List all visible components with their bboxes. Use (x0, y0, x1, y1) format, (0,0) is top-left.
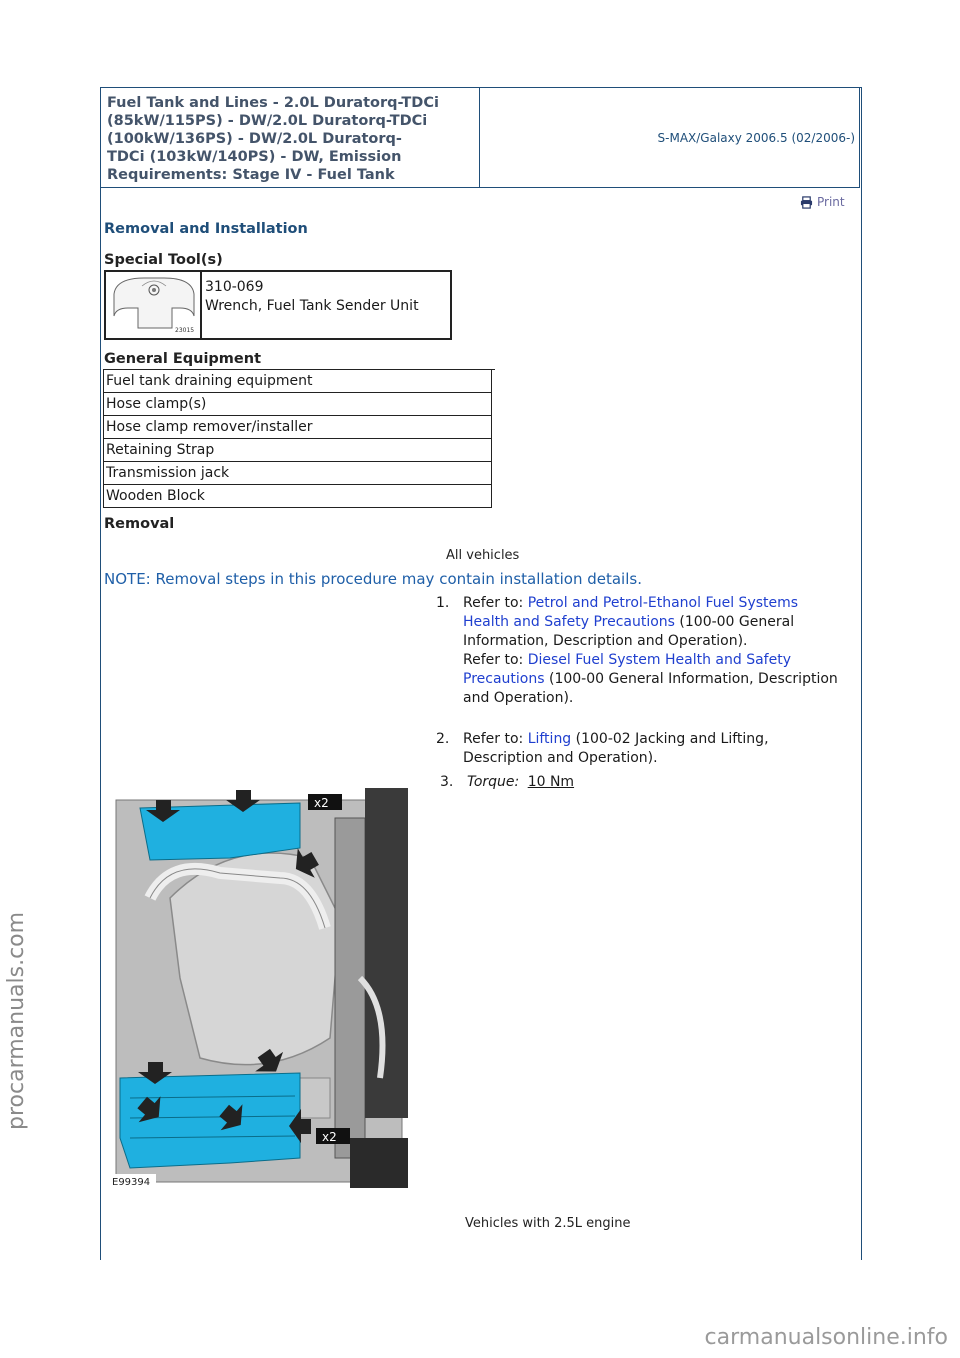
quantity-mark: x2 (322, 1130, 337, 1144)
wrench-illustration (106, 272, 200, 338)
table-row (104, 439, 492, 462)
title-line: Requirements: Stage IV - Fuel Tank (107, 167, 395, 183)
refer-detail: (100-00 General Information, Description and Operation). (463, 614, 795, 649)
equipment-table (103, 369, 492, 508)
step-number: 2. (436, 731, 450, 747)
equipment-item: Fuel tank draining equipment (104, 370, 492, 393)
refer-detail: (100-00 General Information, Description and Operation). (463, 671, 838, 706)
figure-id: E99394 (112, 1177, 151, 1188)
tool-details (202, 272, 419, 338)
refer-label: Refer to: (463, 595, 528, 611)
link-diesel-safety[interactable]: Diesel Fuel System Health and Safety Precautions (463, 652, 791, 687)
removal-heading: Removal (104, 516, 175, 532)
refer-detail: (100-02 Jacking and Lifting, Description and Operation). (463, 731, 769, 766)
next-subheading: Vehicles with 2.5L engine (465, 1216, 631, 1231)
step-number: 1. (436, 595, 450, 611)
step-body (463, 594, 846, 708)
bottom-watermark: carmanualsonline.info (704, 1325, 948, 1350)
refer-label: Refer to: (463, 731, 528, 747)
table-row (104, 370, 492, 393)
step-body (467, 773, 574, 792)
title-line: TDCi (103kW/140PS) - DW, Emission (107, 149, 402, 165)
title-line: Fuel Tank and Lines - 2.0L Duratorq-TDCi (107, 95, 439, 111)
step-3 (440, 773, 850, 792)
underbody-figure (110, 778, 408, 1190)
general-equipment-heading: General Equipment (104, 351, 262, 367)
torque-label: Torque: (467, 774, 520, 790)
tool-image-caption: 23015 (175, 327, 195, 334)
equipment-item: Retaining Strap (104, 439, 492, 462)
equipment-item: Wooden Block (104, 485, 492, 508)
model-label: S-MAX/Galaxy 2006.5 (02/2006-) (657, 130, 855, 145)
tool-name: Wrench, Fuel Tank Sender Unit (205, 298, 419, 314)
equipment-item: Hose clamp(s) (104, 393, 492, 416)
document-header (100, 87, 860, 188)
equipment-item: Hose clamp remover/installer (104, 416, 492, 439)
table-row (104, 485, 492, 508)
quantity-mark: x2 (314, 796, 329, 810)
step-1 (436, 594, 846, 708)
title-line: (100kW/136PS) - DW/2.0L Duratorq- (107, 131, 402, 147)
special-tools-heading: Special Tool(s) (104, 252, 223, 268)
document-title (101, 88, 480, 187)
table-row (104, 393, 492, 416)
step-body (463, 730, 846, 768)
tool-image (106, 272, 202, 338)
removal-subheading: All vehicles (446, 548, 520, 563)
tool-number: 310-069 (205, 279, 264, 295)
section-title: Removal and Installation (104, 221, 308, 237)
step-number: 3. (440, 774, 454, 790)
special-tool-box (104, 270, 452, 340)
torque-value: 10 Nm (527, 774, 575, 790)
title-line: (85kW/115PS) - DW/2.0L Duratorq-TDCi (107, 113, 428, 129)
table-row (104, 462, 492, 485)
equipment-item: Transmission jack (104, 462, 492, 485)
removal-note: NOTE: Removal steps in this procedure may contain installation details. (104, 570, 642, 588)
step-2 (436, 730, 846, 768)
link-petrol-safety[interactable]: Petrol and Petrol-Ethanol Fuel Systems Health and Safety Precautions (463, 595, 799, 630)
refer-label: Refer to: (463, 652, 528, 668)
side-watermark: procarmanuals.com (4, 911, 29, 1130)
printer-icon (800, 196, 813, 209)
table-row (104, 416, 492, 439)
print-button[interactable] (800, 195, 845, 209)
link-lifting[interactable]: Lifting (527, 731, 572, 747)
print-label: Print (817, 195, 845, 209)
